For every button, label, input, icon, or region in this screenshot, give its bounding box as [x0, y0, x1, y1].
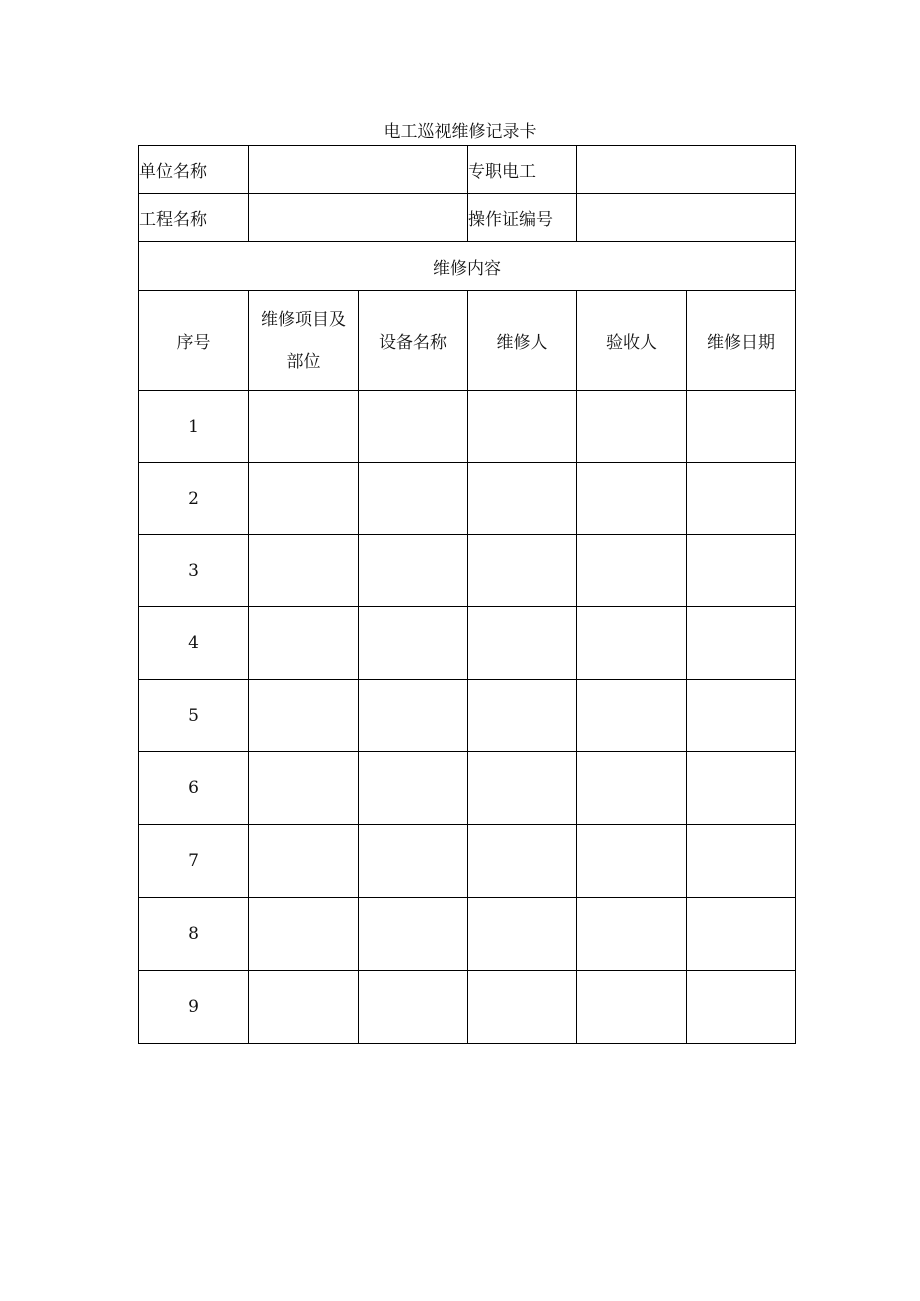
row-date-cell[interactable] — [687, 463, 796, 535]
column-header-seq: 序号 — [139, 291, 249, 391]
row-device-cell[interactable] — [359, 825, 468, 898]
project-name-value[interactable] — [249, 194, 468, 242]
row-seq-number: 6 — [139, 752, 249, 825]
row-seq-number: 4 — [139, 607, 249, 680]
column-header-repairer: 维修人 — [468, 291, 577, 391]
maintenance-record-table — [138, 145, 796, 1044]
certificate-number-value[interactable] — [577, 194, 796, 242]
column-header-inspector: 验收人 — [577, 291, 687, 391]
row-date-cell[interactable] — [687, 898, 796, 971]
row-date-cell[interactable] — [687, 391, 796, 463]
column-header-row — [139, 291, 796, 391]
row-date-cell[interactable] — [687, 752, 796, 825]
row-device-cell[interactable] — [359, 607, 468, 680]
unit-name-label: 单位名称 — [139, 146, 249, 194]
column-header-date: 维修日期 — [687, 291, 796, 391]
table-row — [139, 898, 796, 971]
table-row — [139, 535, 796, 607]
row-repairer-cell[interactable] — [468, 825, 577, 898]
row-seq-number: 5 — [139, 680, 249, 752]
project-row — [139, 194, 796, 242]
row-device-cell[interactable] — [359, 535, 468, 607]
column-header-device: 设备名称 — [359, 291, 468, 391]
row-device-cell[interactable] — [359, 752, 468, 825]
row-repairer-cell[interactable] — [468, 752, 577, 825]
row-device-cell[interactable] — [359, 680, 468, 752]
certificate-number-label: 操作证编号 — [468, 194, 577, 242]
row-repairer-cell[interactable] — [468, 607, 577, 680]
table-row — [139, 391, 796, 463]
row-item-cell[interactable] — [249, 752, 359, 825]
row-item-cell[interactable] — [249, 825, 359, 898]
record-table-body — [139, 146, 796, 1044]
table-row — [139, 680, 796, 752]
electrician-value[interactable] — [577, 146, 796, 194]
row-repairer-cell[interactable] — [468, 391, 577, 463]
row-seq-number: 1 — [139, 391, 249, 463]
row-date-cell[interactable] — [687, 680, 796, 752]
row-device-cell[interactable] — [359, 898, 468, 971]
section-title-row — [139, 242, 796, 291]
row-item-cell[interactable] — [249, 607, 359, 680]
row-inspector-cell[interactable] — [577, 463, 687, 535]
row-inspector-cell[interactable] — [577, 898, 687, 971]
row-inspector-cell[interactable] — [577, 971, 687, 1044]
row-repairer-cell[interactable] — [468, 898, 577, 971]
row-date-cell[interactable] — [687, 535, 796, 607]
column-header-item — [249, 291, 359, 391]
row-date-cell[interactable] — [687, 825, 796, 898]
row-device-cell[interactable] — [359, 463, 468, 535]
row-repairer-cell[interactable] — [468, 680, 577, 752]
column-header-item-line1: 维修项目及 — [261, 309, 346, 330]
table-row — [139, 971, 796, 1044]
row-item-cell[interactable] — [249, 898, 359, 971]
row-repairer-cell[interactable] — [468, 535, 577, 607]
column-header-item-gap — [249, 334, 358, 348]
row-inspector-cell[interactable] — [577, 391, 687, 463]
row-inspector-cell[interactable] — [577, 752, 687, 825]
table-row — [139, 752, 796, 825]
document-title: 电工巡视维修记录卡 — [383, 122, 537, 142]
row-item-cell[interactable] — [249, 391, 359, 463]
row-device-cell[interactable] — [359, 391, 468, 463]
electrician-label: 专职电工 — [468, 146, 577, 194]
unit-name-value[interactable] — [249, 146, 468, 194]
column-header-item-line2: 部位 — [286, 351, 321, 372]
row-repairer-cell[interactable] — [468, 971, 577, 1044]
table-row — [139, 607, 796, 680]
row-seq-number: 7 — [139, 825, 249, 898]
section-title: 维修内容 — [139, 242, 796, 291]
row-item-cell[interactable] — [249, 463, 359, 535]
row-item-cell[interactable] — [249, 971, 359, 1044]
unit-row — [139, 146, 796, 194]
row-inspector-cell[interactable] — [577, 607, 687, 680]
row-inspector-cell[interactable] — [577, 680, 687, 752]
row-seq-number: 2 — [139, 463, 249, 535]
row-date-cell[interactable] — [687, 971, 796, 1044]
table-row — [139, 825, 796, 898]
row-device-cell[interactable] — [359, 971, 468, 1044]
row-seq-number: 9 — [139, 971, 249, 1044]
row-inspector-cell[interactable] — [577, 535, 687, 607]
row-seq-number: 8 — [139, 898, 249, 971]
project-name-label: 工程名称 — [139, 194, 249, 242]
row-date-cell[interactable] — [687, 607, 796, 680]
row-item-cell[interactable] — [249, 535, 359, 607]
row-inspector-cell[interactable] — [577, 825, 687, 898]
row-item-cell[interactable] — [249, 680, 359, 752]
row-repairer-cell[interactable] — [468, 463, 577, 535]
table-row — [139, 463, 796, 535]
row-seq-number: 3 — [139, 535, 249, 607]
